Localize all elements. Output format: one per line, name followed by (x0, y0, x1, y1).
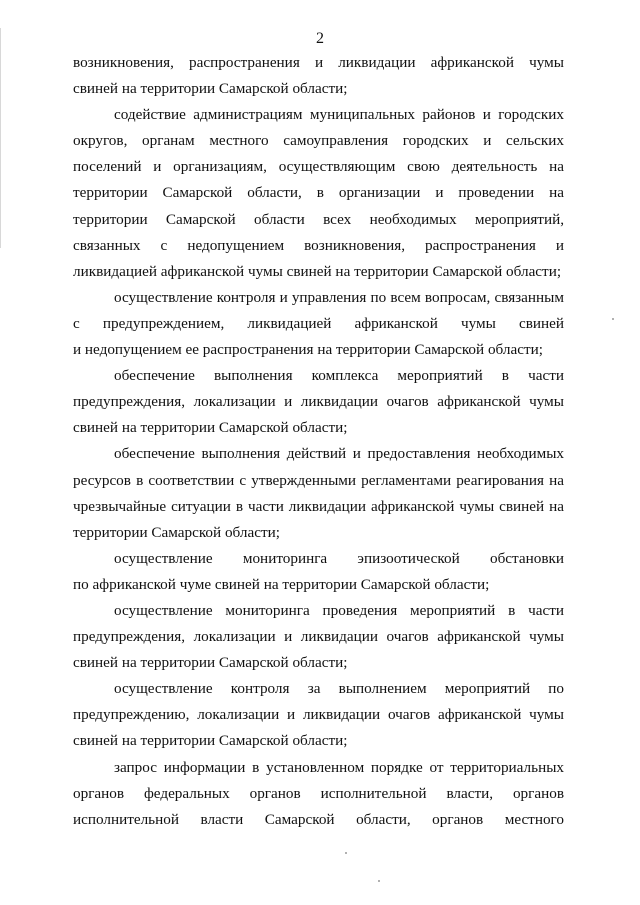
text-line: по африканской чуме свиней на территории Самарской области; (73, 575, 490, 593)
scan-speck (378, 880, 380, 882)
paragraph (73, 102, 564, 285)
paragraph (73, 546, 564, 598)
text-line: возникновения, распространения и ликвидации африканской чумы (73, 54, 564, 71)
text-line: органов федеральных органов исполнительной власти, органов (73, 784, 564, 802)
paragraph (73, 441, 564, 545)
paragraph (73, 676, 564, 754)
text-line: связанных с недопущением возникновения, распространения и (73, 236, 564, 254)
text-line: предупреждения, локализации и ликвидации очагов африканской чумы (73, 393, 564, 411)
text-line: с предупреждением, ликвидацией африканской чумы свиней (73, 314, 564, 332)
text-line: ресурсов в соответствии с утвержденными регламентами реагирования на (73, 471, 564, 489)
text-line: предупреждения, локализации и ликвидации очагов африканской чумы (73, 628, 564, 646)
text-line: осуществление мониторинга проведения мероприятий в части (114, 601, 564, 619)
paragraph (73, 50, 564, 102)
text-line: осуществление мониторинга эпизоотической обстановки (114, 549, 564, 567)
text-line: обеспечение выполнения действий и предоставления необходимых (114, 445, 564, 463)
text-line: поселений и организациям, осуществляющим свою деятельность на (73, 158, 564, 176)
text-line: осуществление контроля и управления по всем вопросам, связанным (114, 288, 564, 306)
scan-margin-line (0, 28, 1, 248)
text-line: свиней на территории Самарской области; (73, 80, 348, 98)
text-line: осуществление контроля за выполнением мероприятий по (114, 680, 564, 698)
text-line: содействие администрациям муниципальных районов и городских (114, 106, 564, 124)
text-line: предупреждению, локализации и ликвидации очагов африканской чумы (73, 706, 564, 724)
paragraph (73, 755, 564, 833)
text-line: исполнительной власти Самарской области, органов местного (73, 810, 564, 828)
text-line: территории Самарской области; (73, 523, 280, 541)
paragraph (73, 363, 564, 441)
text-line: чрезвычайные ситуации в части ликвидации африканской чумы свиней на (73, 497, 564, 515)
text-line: свиней на территории Самарской области; (73, 419, 348, 437)
scan-speck (345, 852, 347, 854)
text-line: запрос информации в установленном порядке от территориальных (114, 758, 564, 776)
text-line: свиней на территории Самарской области; (73, 654, 348, 672)
text-line: территории Самарской области, в организации и проведении на (73, 184, 564, 202)
text-line: ликвидацией африканской чумы свиней на территории Самарской области; (73, 262, 562, 280)
paragraph (73, 285, 564, 363)
text-line: территории Самарской области всех необходимых мероприятий, (73, 210, 564, 228)
text-line: свиней на территории Самарской области; (73, 732, 348, 750)
paragraph (73, 598, 564, 676)
scan-speck (612, 318, 614, 320)
document-body (73, 50, 564, 833)
text-line: округов, органам местного самоуправления городских и сельских (73, 132, 564, 150)
text-line: обеспечение выполнения комплекса мероприятий в части (114, 367, 564, 385)
page-number: 2 (316, 30, 324, 47)
text-line: и недопущением ее распространения на территории Самарской области; (73, 341, 543, 359)
